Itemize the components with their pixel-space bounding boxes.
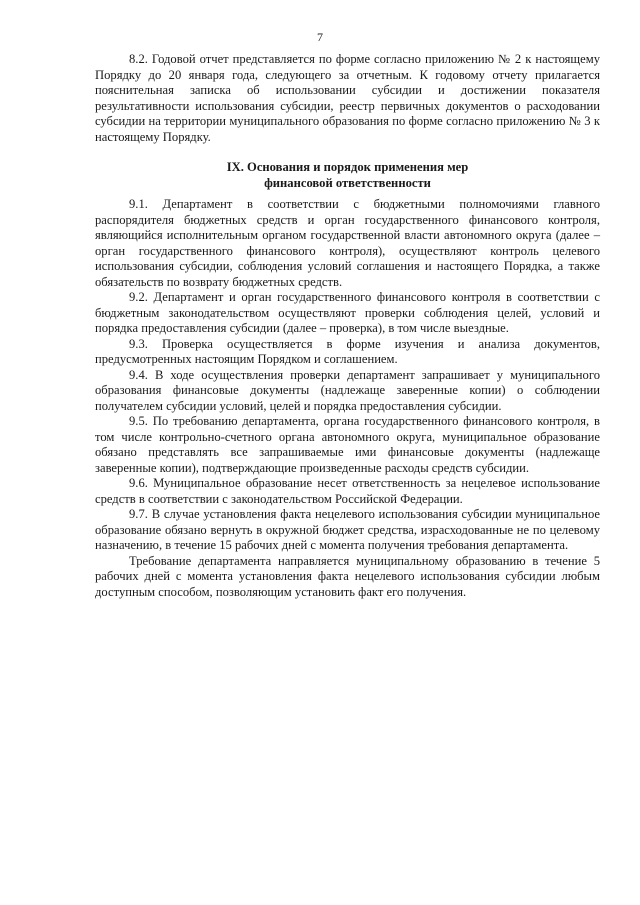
paragraph-9-4: 9.4. В ходе осуществления проверки департамент запрашивает у муниципального образования финансовые документы (надлежаще заверенные копии) о соблюдении получателем субсидии условий, целей и порядка предоставления субсидии. (95, 367, 600, 413)
spacer (95, 145, 600, 160)
document-body (95, 52, 600, 600)
paragraph-9-1: 9.1. Департамент в соответствии с бюджетными полномочиями главного распорядителя бюджетных средств и орган государственного финансового контроля, являющийся исполнительным органом государственной власти автономного округа (далее – орган государственного финансового контроля), осуществляют контроль целевого использования субсидии, соблюдения условий соглашения и настоящего Порядка, а также обязательств по возврату бюджетных средств. (95, 197, 600, 289)
paragraph-9-2: 9.2. Департамент и орган государственного финансового контроля в соответствии с бюджетным законодательством осуществляют проверки соблюдения целей, условий и порядка предоставления субсидии (далее – проверка), в том числе выездные. (95, 290, 600, 335)
page-number: 7 (317, 30, 323, 44)
section-heading-line-2: финансовой ответственности (264, 175, 431, 190)
section-heading-line-1: IX. Основания и порядок применения мер (226, 160, 469, 174)
paragraph-9-6: 9.6. Муниципальное образование несет ответственность за нецелевое использование средств в соответствии с законодательством Российской Федерации. (95, 476, 600, 506)
paragraph-9-5: 9.5. По требованию департамента, органа государственного финансового контроля, в том числе контрольно-счетного органа автономного округа, муниципальное образование обязано представлять все запрашиваемые ими финансовые документы (надлежаще заверенные копии), подтверждающие произведенные расходы средств субсидии. (95, 414, 600, 475)
paragraph-8-2: 8.2. Годовой отчет представляется по форме согласно приложению № 2 к настоящему Порядку до 20 января года, следующего за отчетным. К годовому отчету прилагается пояснительная записка об использовании субсидии и достижении показателя результативности использования субсидии, реестр первичных документов о расходовании субсидии на территории муниципального образования по форме согласно приложению № 3 к настоящему Порядку. (95, 52, 600, 144)
paragraph-requirement: Требование департамента направляется муниципальному образованию в течение 5 рабочих дней с момента установления факта нецелевого использования субсидии любым доступным способом, позволяющим установить факт его получения. (95, 553, 600, 599)
paragraph-9-3: 9.3. Проверка осуществляется в форме изучения и анализа документов, предусмотренных настоящим Порядком и соглашением. (95, 336, 600, 366)
paragraph-9-7: 9.7. В случае установления факта нецелевого использования субсидии муниципальное образование обязано вернуть в окружной бюджет средства, израсходованные не по целевому назначению, в течение 15 рабочих дней с момента получения требования департамента. (95, 507, 600, 552)
